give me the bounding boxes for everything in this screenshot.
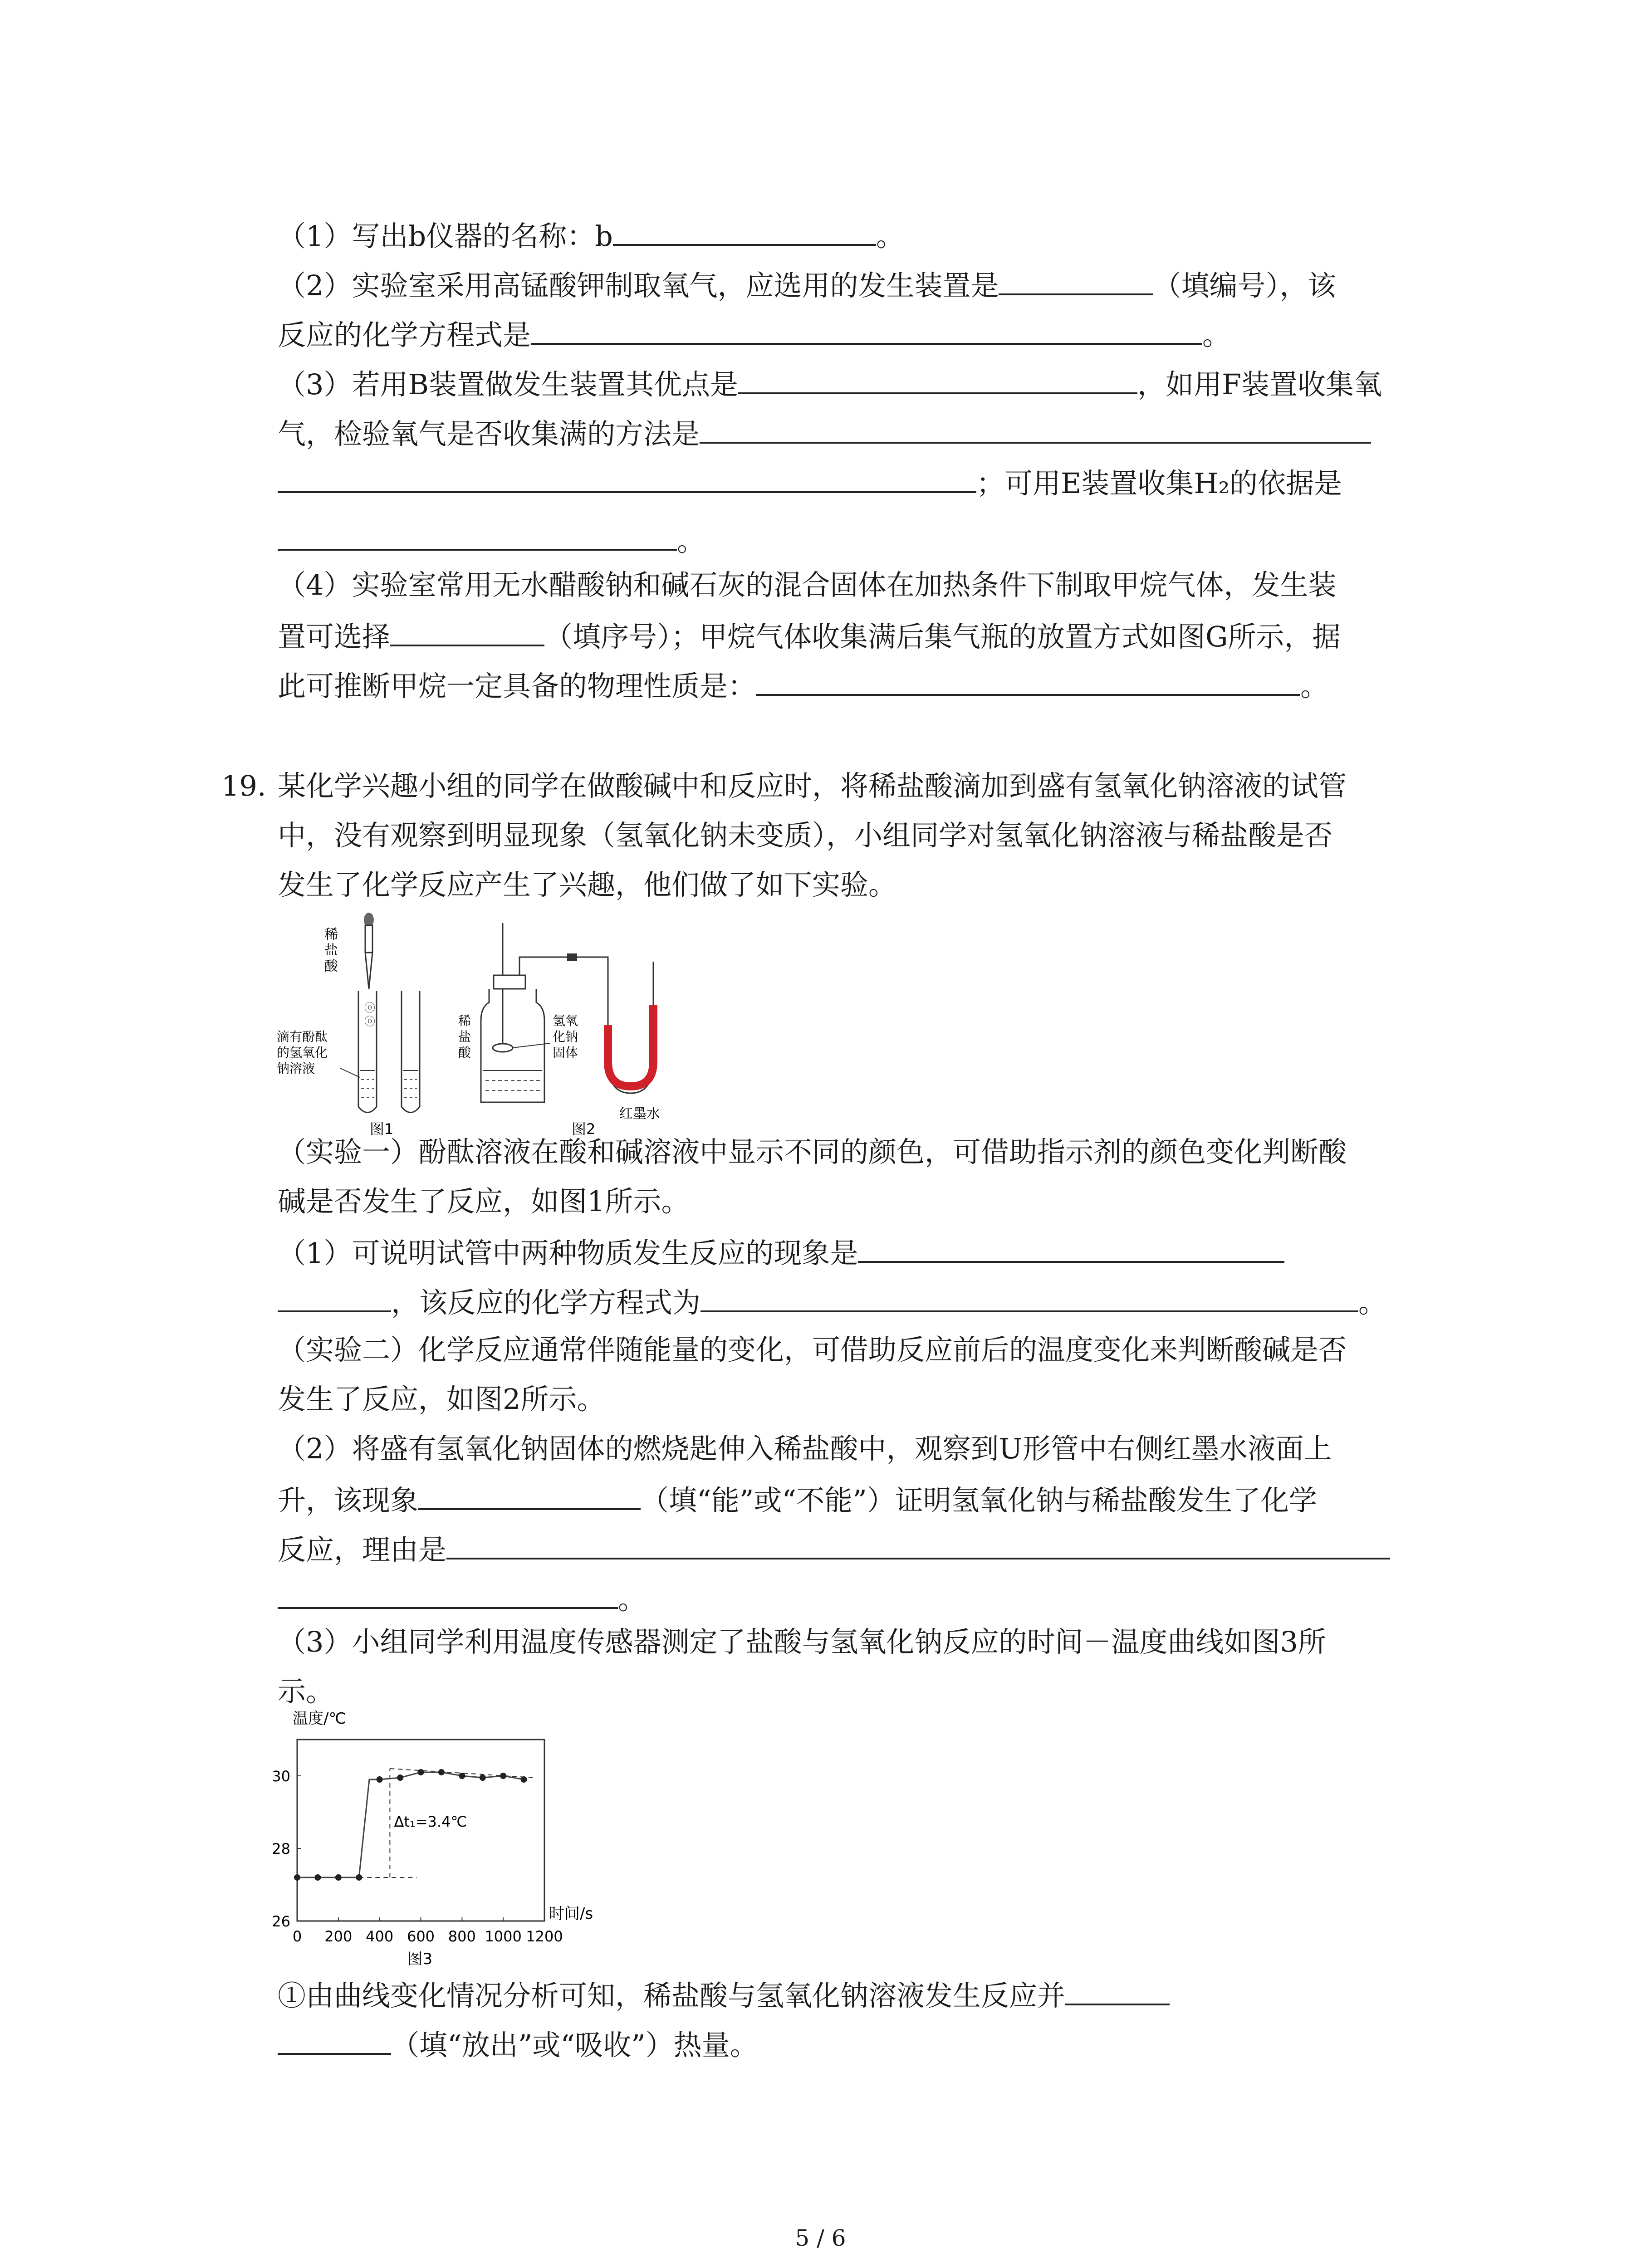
svg-text:固体: 固体 bbox=[553, 1045, 578, 1060]
data-point bbox=[356, 1874, 362, 1881]
fig2-caption: 图2 bbox=[572, 1120, 596, 1138]
fig1-dropper bbox=[324, 913, 374, 989]
fig1-tube-1 bbox=[358, 991, 377, 1113]
data-point bbox=[500, 1773, 506, 1779]
q18-part4-line3: 此可推断甲烷一定具备的物理性质是： 。 bbox=[278, 666, 1328, 704]
data-point bbox=[377, 1776, 383, 1783]
answer-blank[interactable] bbox=[858, 1233, 1284, 1263]
answer-blank[interactable] bbox=[531, 315, 1202, 345]
answer-blank[interactable] bbox=[756, 666, 1300, 696]
svg-text:氢氧: 氢氧 bbox=[553, 1013, 578, 1028]
q19-exp1-line1: （实验一）酚酞溶液在酸和碱溶液中显示不同的颜色，可借助指示剂的颜色变化判断酸 bbox=[278, 1135, 1347, 1168]
q19-intro-line3: 发生了化学反应产生了兴趣，他们做了如下实验。 bbox=[278, 868, 897, 901]
q19-intro-line1: 某化学兴趣小组的同学在做酸碱中和反应时，将稀盐酸滴加到盛有氢氧化钠溶液的试管 bbox=[278, 769, 1347, 802]
x-tick-label: 800 bbox=[448, 1928, 476, 1945]
answer-blank[interactable] bbox=[613, 216, 876, 246]
q18-part3-line4: 。 bbox=[278, 521, 705, 559]
q19-exp1-line2: 碱是否发生了反应，如图1所示。 bbox=[278, 1185, 690, 1218]
q18-part4-line1: （4）实验室常用无水醋酸钠和碱石灰的混合固体在加热条件下制取甲烷气体，发生装 bbox=[278, 568, 1337, 601]
q19-s2-line1: （2）将盛有氢氧化钠固体的燃烧匙伸入稀盐酸中，观察到U形管中右侧红墨水液面上 bbox=[278, 1432, 1332, 1465]
fig1-caption: 图1 bbox=[370, 1120, 394, 1138]
fig1-tube-label bbox=[277, 1029, 360, 1077]
answer-blank[interactable] bbox=[1065, 1975, 1170, 2005]
svg-text:钠溶液: 钠溶液 bbox=[277, 1061, 315, 1076]
chart-frame bbox=[297, 1740, 544, 1921]
q18-part3-line1: （3）若用B装置做发生装置其优点是 ，如用F装置收集氧 bbox=[278, 364, 1382, 403]
q19-s2-line2: 升，该现象 （填“能”或“不能”）证明氢氧化钠与稀盐酸发生了化学 bbox=[278, 1480, 1317, 1519]
answer-blank[interactable] bbox=[278, 521, 677, 551]
q18-part3-line2: 气，检验氧气是否收集满的方法是 bbox=[278, 414, 1371, 452]
q19-intro-line2: 中，没有观察到明显现象（氢氧化钠未变质），小组同学对氢氧化钠溶液与稀盐酸是否 bbox=[278, 819, 1333, 852]
answer-blank[interactable] bbox=[700, 414, 1371, 444]
q19-s3-line1: （3）小组同学利用温度传感器测定了盐酸与氢氧化钠反应的时间－温度曲线如图3所 bbox=[278, 1625, 1326, 1658]
answer-blank[interactable] bbox=[999, 265, 1153, 295]
q19-s3-line2: 示。 bbox=[278, 1675, 334, 1708]
q19-s1-line2: ，该反应的化学方程式为 。 bbox=[278, 1282, 1386, 1321]
q18-part2-line2: 反应的化学方程式是 。 bbox=[278, 315, 1230, 353]
svg-text:的氢氧化: 的氢氧化 bbox=[277, 1045, 328, 1060]
x-tick-label: 1200 bbox=[526, 1928, 563, 1945]
fig2-u-tube bbox=[608, 962, 660, 1122]
svg-text:稀: 稀 bbox=[458, 1013, 471, 1028]
svg-text:酸: 酸 bbox=[458, 1045, 471, 1060]
answer-blank[interactable] bbox=[446, 1530, 1390, 1559]
y-tick-label: 30 bbox=[272, 1768, 290, 1785]
y-tick-label: 28 bbox=[272, 1840, 290, 1857]
data-point bbox=[521, 1776, 527, 1783]
figures-1-2 bbox=[272, 912, 708, 1139]
q19-s4-line2: （填“放出”或“吸收”）热量。 bbox=[278, 2025, 758, 2063]
answer-blank[interactable] bbox=[390, 616, 544, 646]
q19-s1-line1: （1）可说明试管中两种物质发生反应的现象是 bbox=[278, 1233, 1284, 1271]
data-point bbox=[438, 1769, 445, 1775]
y-tick-label: 26 bbox=[272, 1913, 290, 1930]
data-point bbox=[397, 1774, 403, 1781]
answer-blank[interactable] bbox=[278, 2025, 391, 2055]
chart-plot-area bbox=[297, 1740, 544, 1921]
answer-blank[interactable] bbox=[700, 1282, 1358, 1312]
q19-s2-line4: 。 bbox=[278, 1579, 646, 1618]
x-tick-label: 600 bbox=[407, 1928, 435, 1945]
chart-annotation: Δt₁=3.4℃ bbox=[394, 1813, 467, 1830]
answer-blank[interactable] bbox=[738, 364, 1137, 394]
q19-exp2-line1: （实验二）化学反应通常伴随能量的变化，可借助反应前后的温度变化来判断酸碱是否 bbox=[278, 1333, 1347, 1366]
q19-s4-line1: ①由曲线变化情况分析可知，稀盐酸与氢氧化钠溶液发生反应并 bbox=[278, 1975, 1170, 2014]
fig1-tube-2 bbox=[402, 991, 420, 1113]
x-tick-label: 0 bbox=[292, 1928, 302, 1945]
chart-xlabel: 时间/s bbox=[549, 1905, 593, 1923]
fig2-apparatus bbox=[458, 923, 608, 1102]
q18-part1-text: （1）写出b仪器的名称：b bbox=[278, 220, 613, 253]
chart-ylabel: 温度/℃ bbox=[293, 1710, 346, 1728]
svg-text:酸: 酸 bbox=[324, 958, 338, 974]
data-point bbox=[480, 1774, 486, 1781]
svg-text:化钠: 化钠 bbox=[553, 1029, 578, 1044]
answer-blank[interactable] bbox=[418, 1480, 641, 1510]
chart-y-ticks bbox=[272, 1768, 301, 1930]
data-point bbox=[335, 1874, 342, 1881]
q19-exp2-line2: 发生了反应，如图2所示。 bbox=[278, 1383, 605, 1416]
x-tick-label: 200 bbox=[324, 1928, 353, 1945]
data-point bbox=[314, 1874, 321, 1881]
x-tick-label: 400 bbox=[366, 1928, 394, 1945]
q18-part3-line3: ；可用E装置收集H₂的依据是 bbox=[278, 463, 1342, 502]
q18-part4-line2: 置可选择 （填序号）；甲烷气体收集满后集气瓶的放置方式如图G所示，据 bbox=[278, 616, 1341, 655]
data-point bbox=[418, 1769, 424, 1775]
svg-text:红墨水: 红墨水 bbox=[619, 1106, 660, 1122]
data-point bbox=[294, 1874, 300, 1881]
svg-text:滴有酚酞: 滴有酚酞 bbox=[277, 1029, 328, 1044]
svg-text:稀: 稀 bbox=[324, 927, 338, 943]
svg-text:盐: 盐 bbox=[324, 943, 338, 958]
data-point bbox=[459, 1773, 465, 1779]
svg-text:ⓞ: ⓞ bbox=[364, 1002, 375, 1014]
chart-caption: 图3 bbox=[407, 1950, 433, 1968]
svg-text:盐: 盐 bbox=[458, 1029, 471, 1044]
question-number: 19. bbox=[221, 769, 266, 802]
answer-blank[interactable] bbox=[278, 463, 976, 493]
svg-text:ⓞ: ⓞ bbox=[364, 1015, 375, 1028]
q18-part1: （1）写出b仪器的名称：b 。 bbox=[278, 216, 904, 254]
q18-part2-line1: （2）实验室采用高锰酸钾制取氧气，应选用的发生装置是 （填编号），该 bbox=[278, 265, 1336, 304]
page-number: 5 / 6 bbox=[795, 2225, 846, 2251]
answer-blank[interactable] bbox=[278, 1282, 391, 1312]
x-tick-label: 1000 bbox=[485, 1928, 522, 1945]
q19-s2-line3: 反应，理由是 bbox=[278, 1530, 1390, 1568]
answer-blank[interactable] bbox=[278, 1579, 618, 1609]
fig3-temperature-chart bbox=[254, 1708, 662, 1980]
